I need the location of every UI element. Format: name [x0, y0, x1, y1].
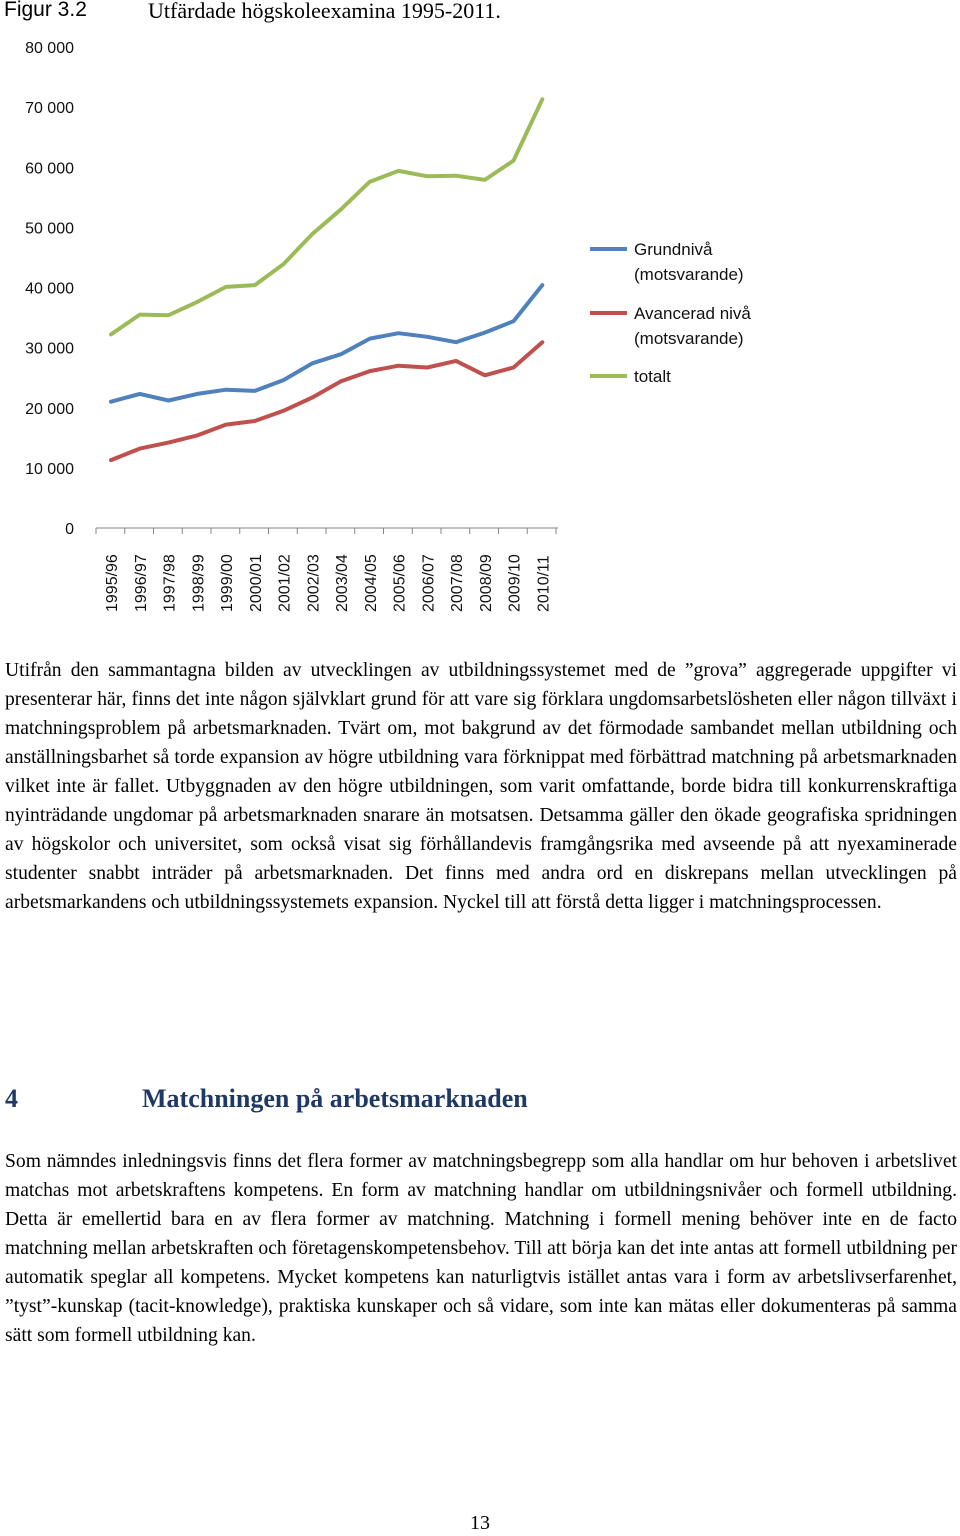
x-tick-label: 1999/00 [219, 554, 236, 612]
legend-label: Avancerad nivå (motsvarande) [634, 304, 751, 348]
x-tick-label: 2001/02 [276, 554, 294, 612]
x-tick-label: 1995/96 [104, 554, 121, 612]
y-tick-label: 10 000 [25, 460, 74, 478]
x-tick-label: 2006/07 [420, 554, 438, 612]
x-tick-label: 1996/97 [132, 554, 150, 612]
x-tick-label: 2009/10 [506, 554, 524, 612]
y-tick-label: 80 000 [25, 40, 74, 57]
x-tick-label: 2005/06 [391, 554, 409, 612]
y-tick-label: 60 000 [25, 160, 74, 178]
y-tick-label: 30 000 [25, 340, 74, 358]
x-tick-label: 2007/08 [449, 554, 466, 612]
paragraph-1: Utifrån den sammantagna bilden av utvecklingen av utbildningssystemet med de ”grova” aggregerade uppgifter vi presenterar här, finns det inte någon självklart grund för att vare sig förklara ungdomsarbetslösheten eller någon tillväxt i matchningsproblem på arbetsmarknaden. Tvärt om, mot bakgrund av det förmodade sambandet mellan utbildning och anställningsbarhet så torde expansion av högre utbildning vara förknippat med förbättrad matchning på arbetsmarknaden vilket inte är fallet. Utbyggnaden av den högre utbildningen, som varit omfattande, borde bidra till konkurrenskraftiga nyinträdande ungdomar på arbetsmarknaden snarare än motsatsen. Detsamma gäller den ökade geografiska spridningen av högskolor och universitet, som också visat sig förhållandevis framgångsrika med avseende på att nyexaminerade studenter snabbt inträder på arbetsmarknaden. Det finns med andra ord en diskrepans mellan utvecklingen på arbetsmarkandens och utbildningssystemets expansion. Nyckel till att förstå detta ligger i matchningsprocessen. [5, 660, 957, 913]
section-number: 4 [5, 1084, 18, 1113]
figure-label: Figur 3.2 [4, 0, 87, 21]
series-line-3 [111, 99, 542, 334]
x-tick-label: 1998/99 [190, 554, 208, 612]
legend-label: Grundnivå (motsvarande) [634, 240, 744, 284]
x-tick-label: 2003/04 [334, 554, 351, 612]
line-chart [0, 0, 960, 640]
y-tick-label: 40 000 [25, 280, 74, 298]
legend-label: totalt [634, 367, 671, 386]
y-tick-label: 70 000 [25, 100, 74, 118]
figure-title: Utfärdade högskoleexamina 1995-2011. [148, 0, 501, 23]
y-tick-label: 50 000 [25, 220, 74, 238]
y-tick-label: 20 000 [25, 400, 74, 418]
x-tick-label: 2008/09 [477, 554, 495, 612]
x-tick-label: 1997/98 [161, 554, 179, 612]
x-tick-label: 2000/01 [247, 554, 265, 612]
y-tick-label: 0 [65, 521, 74, 538]
x-tick-label: 2010/11 [535, 555, 553, 612]
page-number: 13 [470, 1512, 490, 1534]
series-line-1 [111, 285, 542, 402]
x-tick-label: 2002/03 [305, 554, 323, 612]
section-title: Matchningen på arbetsmarknaden [142, 1084, 528, 1113]
x-tick-label: 2004/05 [362, 554, 380, 612]
section-heading [5, 1084, 528, 1114]
paragraph-2: Som nämndes inledningsvis finns det flera former av matchningsbegrepp som alla handlar om hur behoven i arbetslivet matchas mot arbetskraftens kompetens. En form av matchning handlar om utbildningsnivåer och formell utbildning. Detta är emellertid bara en av flera former av matchning. Matchning i formell mening behöver inte en de facto matchning mellan arbetskraften och företagenskompetensbehov. Till att börja kan det inte antas att formell utbildning per automatik speglar all kompetens. Mycket kompetens kan naturligtvis istället antas vara i form av arbetslivserfarenhet, ”tyst”-kunskap (tacit-knowledge), praktiska kunskaper och så vidare, som inte kan mätas eller dokumenteras på samma sätt som formell utbildning kan. [5, 1151, 957, 1346]
